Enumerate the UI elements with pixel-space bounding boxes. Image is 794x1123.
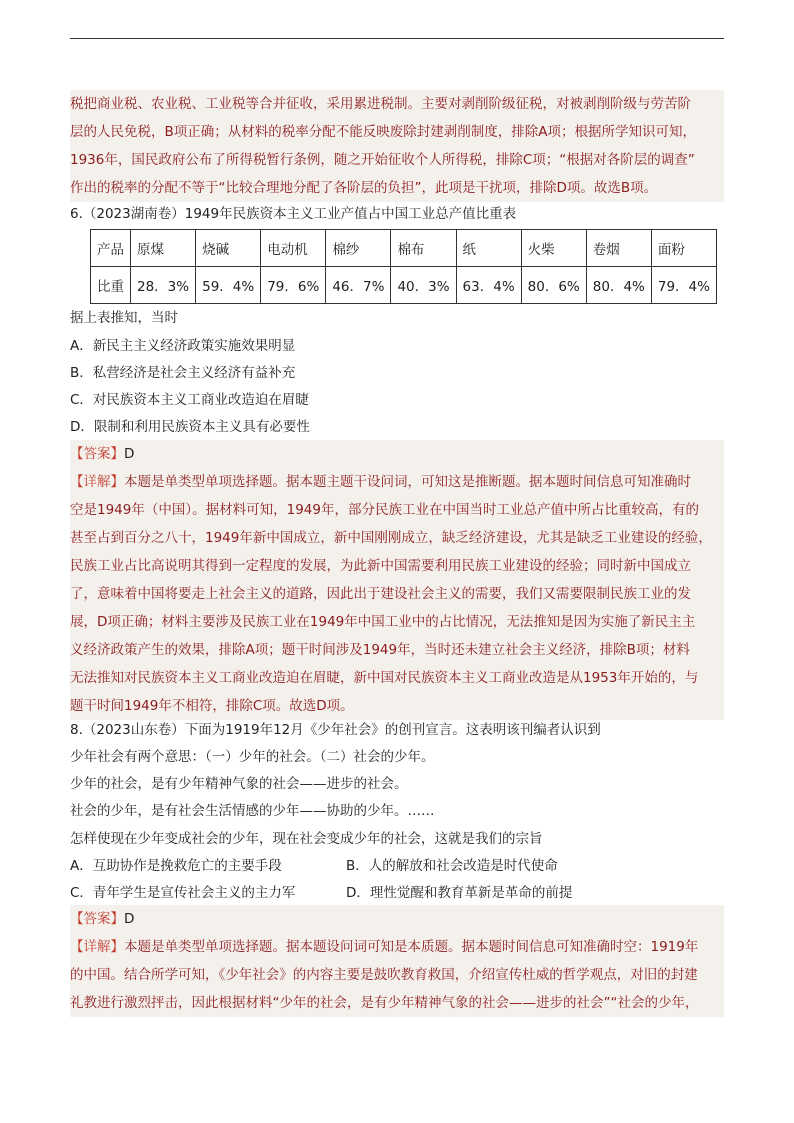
- q8-material-line: 少年社会有两个意思：（一）少年的社会。（二）社会的少年。: [70, 749, 435, 765]
- detail-line: 的中国。结合所学可知，《少年社会》的内容主要是鼓吹教育救国，介绍宣传杜威的哲学观点，对旧的封建: [70, 967, 698, 983]
- table-cell: 卷烟: [586, 230, 651, 267]
- detail-text: 本题是单类型单项选择题。据本题主题干设问词，可知这是推断题。据本题时间信息可知准确时: [124, 474, 691, 490]
- q8-answer-block: [70, 905, 724, 1017]
- q8-material-line: 怎样使现在少年变成社会的少年，现在社会变成少年的社会，这就是我们的宗旨: [70, 831, 543, 847]
- table-cell: 46．7%: [326, 267, 391, 304]
- table-cell: 火柴: [521, 230, 586, 267]
- detail-line: 甚至占到百分之八十，1949年新中国成立，新中国刚刚成立，缺乏经济建设，尤其是缺乏工业建设的经验，: [70, 530, 712, 546]
- table-cell: 棉纱: [326, 230, 391, 267]
- answer-value: D: [124, 911, 135, 927]
- table-cell: 40．3%: [391, 267, 456, 304]
- table-cell: 烧碱: [196, 230, 261, 267]
- table-row: [91, 230, 717, 267]
- detail-line: 了，意味着中国将要走上社会主义的道路，因此出于建设社会主义的需要，我们又需要限制民族工业的发: [70, 586, 691, 602]
- q8-material-line: 社会的少年，是有社会生活情感的少年——协助的少年。……: [70, 803, 435, 819]
- table-cell: 产品: [91, 230, 131, 267]
- answer-tag: 【答案】: [70, 446, 124, 462]
- detail-tag: 【详解】: [70, 474, 124, 490]
- detail-line: 民族工业占比高说明其得到一定程度的发展，为此新中国需要利用民族工业建设的经验；同时新中国成立: [70, 558, 691, 574]
- table-cell: 79．6%: [261, 267, 326, 304]
- q8-option-c: C．青年学生是宣传社会主义的主力军: [70, 885, 296, 901]
- answer-line: [70, 905, 724, 933]
- table-cell: 面粉: [651, 230, 716, 267]
- detail-line: 无法推知对民族资本主义工商业改造迫在眉睫，新中国对民族资本主义工商业改造是从1953年开始的，与: [70, 670, 699, 686]
- table-cell: 原煤: [131, 230, 196, 267]
- q6-table: [90, 229, 717, 304]
- table-cell: 电动机: [261, 230, 326, 267]
- q8-option-b: B．人的解放和社会改造是时代使命: [346, 858, 558, 874]
- q6-option-b: B．私营经济是社会主义经济有益补充: [70, 365, 296, 381]
- prev-answer-line: 税把商业税、农业税、工业税等合并征收，采用累进税制。主要对剥削阶级征税，对被剥削阶级与劳苦阶: [70, 96, 691, 112]
- detail-line: 礼教进行激烈抨击，因此根据材料“少年的社会，是有少年精神气象的社会——进步的社会”“社会的少年，: [70, 995, 699, 1011]
- table-cell: 79．4%: [651, 267, 716, 304]
- prev-answer-line: 1936年，国民政府公布了所得税暂行条例，随之开始征收个人所得税，排除C项；“根据对各阶层的调查”: [70, 152, 695, 168]
- prev-answer-line: 层的人民免税，B项正确；从材料的税率分配不能反映废除封建剥削制度，排除A项；根据所学知识可知，: [70, 124, 696, 140]
- detail-line: [70, 468, 724, 496]
- answer-tag: 【答案】: [70, 911, 124, 927]
- detail-line: 空是1949年（中国）。据材料可知，1949年，部分民族工业在中国当时工业总产值中所占比重较高，有的: [70, 502, 699, 518]
- detail-line: 题干时间1949年不相符，排除C项。故选D项。: [70, 698, 354, 714]
- q6-option-d: D．限制和利用民族资本主义具有必要性: [70, 419, 310, 435]
- table-row: [91, 267, 717, 304]
- table-cell: 63．4%: [456, 267, 521, 304]
- q6-option-a: A．新民主主义经济政策实施效果明显: [70, 338, 296, 354]
- q8-option-d: D．理性觉醒和教育革新是革命的前提: [346, 885, 573, 901]
- table-cell: 比重: [91, 267, 131, 304]
- detail-tag: 【详解】: [70, 939, 124, 955]
- prev-answer-block: [70, 90, 724, 202]
- detail-text: 本题是单类型单项选择题。据本题设问词可知是本质题。据本题时间信息可知准确时空：1919年: [124, 939, 699, 955]
- answer-value: D: [124, 446, 135, 462]
- q6-option-c: C．对民族资本主义工商业改造迫在眉睫: [70, 392, 309, 408]
- answer-line: [70, 440, 724, 468]
- detail-line: 义经济政策产生的效果，排除A项；题干时间涉及1949年，当时还未建立社会主义经济，排除B项；材料: [70, 642, 690, 658]
- prev-answer-line: 作出的税率的分配不等于“比较合理地分配了各阶层的负担”，此项是干扰项，排除D项。故选B项。: [70, 180, 658, 196]
- q8-material-line: 少年的社会，是有少年精神气象的社会——进步的社会。: [70, 776, 408, 792]
- q8-title: 8.（2023山东卷）下面为1919年12月《少年社会》的创刊宣言。这表明该刊编者认识到: [70, 722, 601, 738]
- q6-title: 6.（2023湖南卷）1949年民族资本主义工业产值占中国工业总产值比重表: [70, 206, 517, 222]
- q6-answer-block: [70, 440, 724, 720]
- table-cell: 纸: [456, 230, 521, 267]
- q8-option-a: A．互助协作是挽救危亡的主要手段: [70, 858, 282, 874]
- detail-line: 展，D项正确；材料主要涉及民族工业在1949年中国工业中的占比情况，无法推知是因为实施了新民主主: [70, 614, 696, 630]
- header-rule: [70, 38, 724, 39]
- table-cell: 棉布: [391, 230, 456, 267]
- table-cell: 59．4%: [196, 267, 261, 304]
- table-cell: 80．6%: [521, 267, 586, 304]
- table-cell: 80．4%: [586, 267, 651, 304]
- q6-stem: 据上表推知，当时: [70, 310, 178, 326]
- table-cell: 28．3%: [131, 267, 196, 304]
- detail-line: [70, 933, 724, 961]
